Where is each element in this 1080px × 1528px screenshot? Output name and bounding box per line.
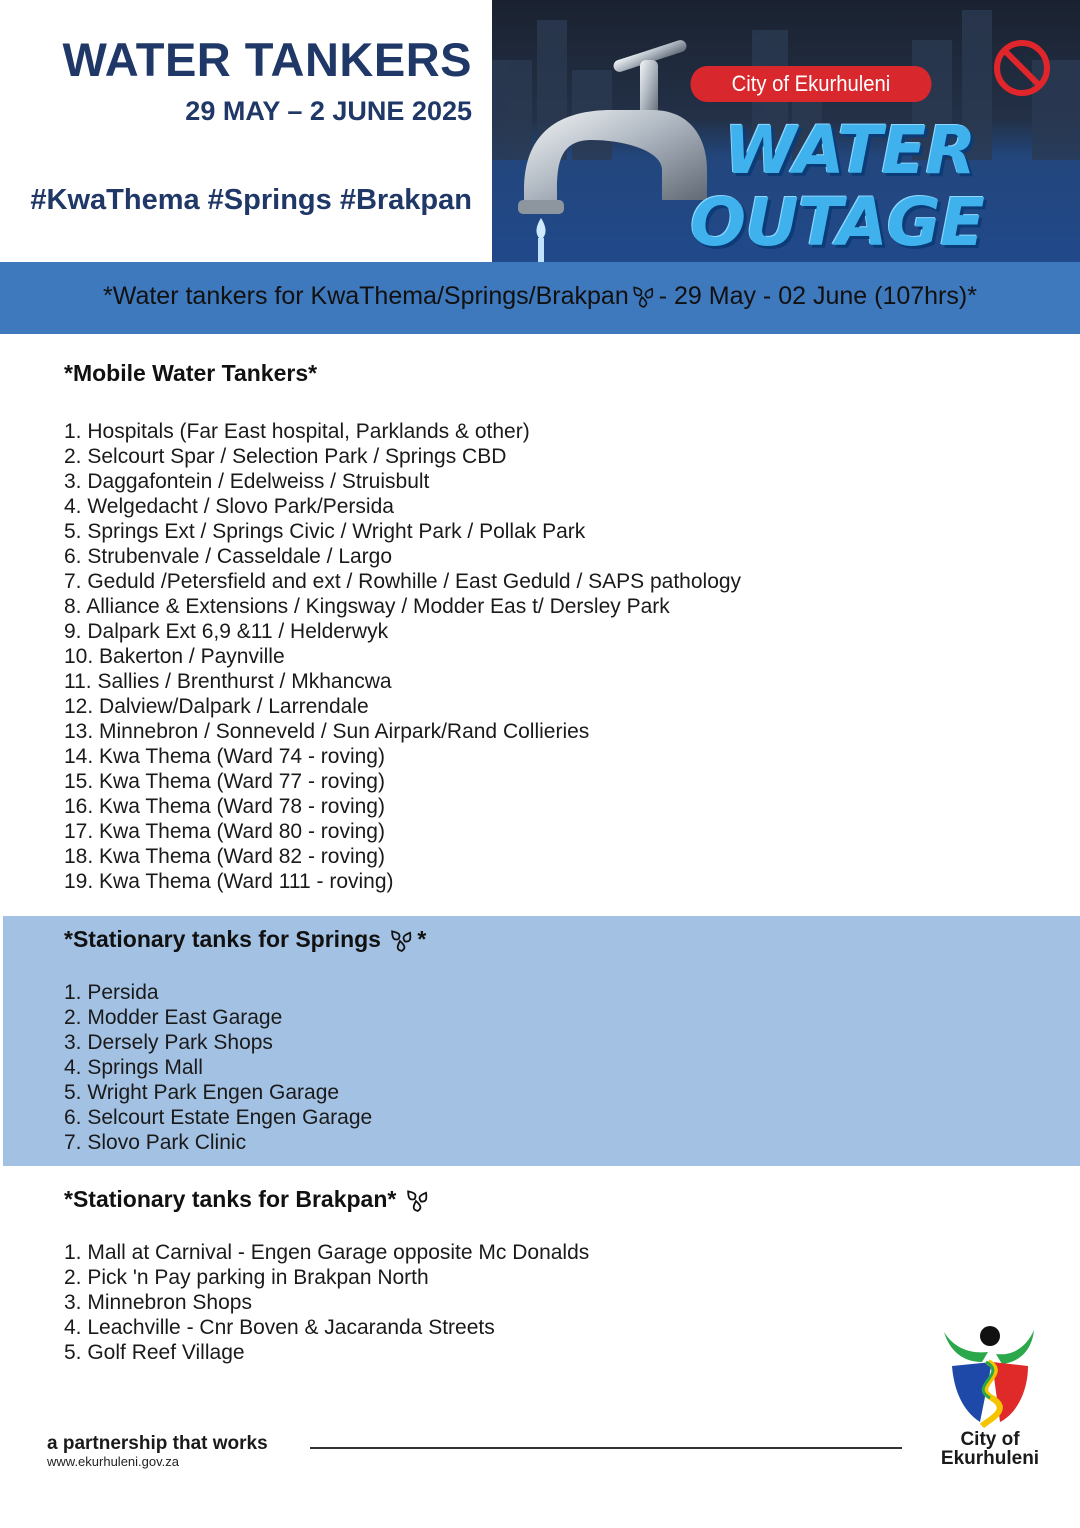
springs-stationary-list — [64, 980, 372, 1155]
list-item: 10. Bakerton / Paynville — [64, 645, 285, 668]
list-item: 3. Daggafontein / Edelweiss / Struisbult — [64, 470, 430, 493]
info-banner — [0, 262, 1080, 334]
list-item: 13. Minnebron / Sonneveld / Sun Airpark/Rand Collieries — [64, 720, 590, 743]
brakpan-stationary-list — [64, 1240, 589, 1365]
water-drops-icon — [629, 282, 659, 312]
list-item: 7. Slovo Park Clinic — [64, 1131, 247, 1154]
list-item: 15. Kwa Thema (Ward 77 - roving) — [64, 770, 385, 793]
mobile-tankers-section — [0, 334, 1080, 916]
city-label-pill: City of Ekurhuleni — [690, 66, 931, 102]
header-title-block — [0, 0, 492, 262]
list-item: 5. Golf Reef Village — [64, 1341, 245, 1364]
list-item: 19. Kwa Thema (Ward 111 - roving) — [64, 870, 394, 893]
springs-title-start: *Stationary tanks for Springs — [64, 926, 388, 953]
hashtags: #KwaThema #Springs #Brakpan — [30, 184, 472, 216]
outage-word-water: WATER — [724, 112, 976, 189]
list-item: 2. Pick 'n Pay parking in Brakpan North — [64, 1266, 429, 1289]
list-item: 4. Springs Mall — [64, 1056, 203, 1079]
list-item: 6. Selcourt Estate Engen Garage — [64, 1106, 373, 1129]
list-item: 1. Hospitals (Far East hospital, Parklands & other) — [64, 420, 530, 443]
list-item: 1. Persida — [64, 981, 159, 1004]
list-item: 4. Leachville - Cnr Boven & Jacaranda Streets — [64, 1316, 495, 1339]
page-title: WATER TANKERS — [62, 33, 472, 86]
list-item: 16. Kwa Thema (Ward 78 - roving) — [64, 795, 385, 818]
list-item: 18. Kwa Thema (Ward 82 - roving) — [64, 845, 385, 868]
date-range: 29 MAY – 2 JUNE 2025 — [185, 96, 472, 126]
outage-word-outage: OUTAGE — [690, 184, 984, 261]
header — [0, 0, 1080, 262]
list-item: 11. Sallies / Brenthurst / Mkhancwa — [64, 670, 392, 693]
water-drops-icon — [403, 1186, 433, 1216]
list-item: 7. Geduld /Petersfield and ext / Rowhille / East Geduld / SAPS pathology — [64, 570, 742, 593]
city-of-ekurhuleni-logo-icon — [930, 1322, 1050, 1432]
section-title-mobile: *Mobile Water Tankers* — [64, 360, 318, 386]
mobile-tankers-list — [64, 419, 741, 894]
footer-url: www.ekurhuleni.gov.za — [47, 1454, 179, 1469]
list-item: 12. Dalview/Dalpark / Larrendale — [64, 695, 369, 718]
list-item: 3. Dersely Park Shops — [64, 1031, 273, 1054]
list-item: 1. Mall at Carnival - Engen Garage opposite Mc Donalds — [64, 1241, 590, 1264]
list-item: 2. Selcourt Spar / Selection Park / Springs CBD — [64, 445, 507, 468]
brakpan-stationary-section — [0, 1166, 1080, 1376]
list-item: 9. Dalpark Ext 6,9 &11 / Helderwyk — [64, 620, 389, 643]
list-item: 3. Minnebron Shops — [64, 1291, 252, 1314]
banner-text — [0, 282, 1080, 312]
springs-stationary-section — [3, 916, 1080, 1166]
banner-text-end: - 29 May - 02 June (107hrs)* — [658, 282, 977, 310]
logo-wordmark — [930, 1430, 1050, 1468]
list-item: 2. Modder East Garage — [64, 1006, 283, 1029]
logo-line1: City of — [960, 1429, 1020, 1450]
water-tap-icon — [502, 30, 712, 262]
list-item: 14. Kwa Thema (Ward 74 - roving) — [64, 745, 385, 768]
footer-divider — [310, 1447, 902, 1449]
list-item: 17. Kwa Thema (Ward 80 - roving) — [64, 820, 385, 843]
section-title-brakpan — [64, 1186, 433, 1216]
section-title-springs — [64, 926, 426, 956]
prohibited-icon — [992, 38, 1052, 98]
list-item: 4. Welgedacht / Slovo Park/Persida — [64, 495, 394, 518]
list-item: 6. Strubenvale / Casseldale / Largo — [64, 545, 393, 568]
brakpan-title-text: *Stationary tanks for Brakpan* — [64, 1186, 403, 1213]
logo-line2: Ekurhuleni — [940, 1448, 1040, 1469]
footer-tagline: a partnership that works — [47, 1433, 268, 1454]
water-drops-icon — [387, 926, 417, 956]
list-item: 8. Alliance & Extensions / Kingsway / Modder Eas t/ Dersley Park — [64, 595, 670, 618]
list-item: 5. Wright Park Engen Garage — [64, 1081, 340, 1104]
water-outage-graphic — [492, 0, 1080, 262]
list-item: 5. Springs Ext / Springs Civic / Wright Park / Pollak Park — [64, 520, 586, 543]
springs-title-end: * — [417, 926, 427, 953]
banner-text-start: *Water tankers for KwaThema/Springs/Brakpan — [103, 282, 629, 310]
